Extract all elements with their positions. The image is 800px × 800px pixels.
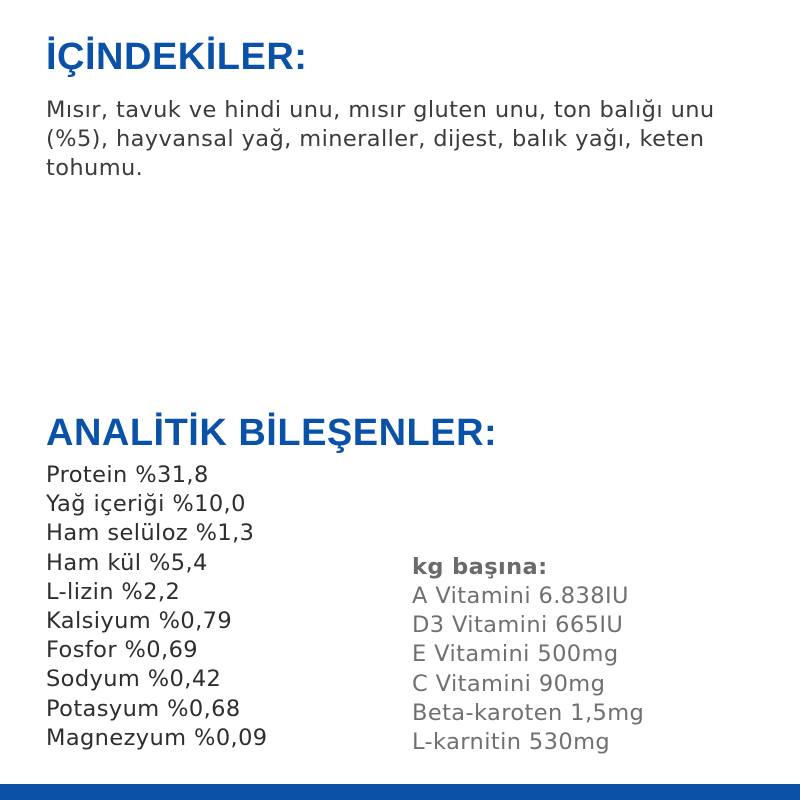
- analytics-item: Magnezyum %0,09: [46, 724, 268, 751]
- analytics-item: Sodyum %0,42: [46, 666, 222, 693]
- vitamin-item: L-karnitin 530mg: [412, 729, 611, 756]
- analytics-heading: ANALİTİK BİLEŞENLER:: [46, 412, 498, 454]
- analytics-item: L-lizin %2,2: [46, 578, 181, 605]
- vitamin-item: C Vitamini 90mg: [412, 670, 606, 697]
- vitamins-heading: kg başına:: [412, 554, 548, 580]
- analytics-item: Kalsiyum %0,79: [46, 608, 233, 635]
- analytics-item: Yağ içeriği %10,0: [46, 491, 246, 518]
- analytics-item: Fosfor %0,69: [46, 637, 198, 664]
- ingredients-heading: İÇİNDEKİLER:: [46, 36, 308, 78]
- footer-bar: [0, 784, 800, 800]
- vitamins-list: [412, 582, 644, 757]
- ingredients-text: Mısır, tavuk ve hindi unu, mısır gluten unu, ton balığı unu (%5), hayvansal yağ, mineraller, dijest, balık yağı, keten tohumu.: [46, 97, 715, 181]
- analytics-item: Potasyum %0,68: [46, 695, 241, 722]
- analytics-list: [46, 461, 268, 753]
- analytics-item: Protein %31,8: [46, 462, 209, 488]
- analytics-item: Ham kül %5,4: [46, 549, 208, 576]
- vitamin-item: Beta-karoten 1,5mg: [412, 699, 645, 726]
- vitamin-item: D3 Vitamini 665IU: [412, 612, 624, 639]
- vitamin-item: E Vitamini 500mg: [412, 641, 619, 668]
- vitamin-item: A Vitamini 6.838IU: [412, 583, 629, 609]
- analytics-item: Ham selüloz %1,3: [46, 520, 255, 547]
